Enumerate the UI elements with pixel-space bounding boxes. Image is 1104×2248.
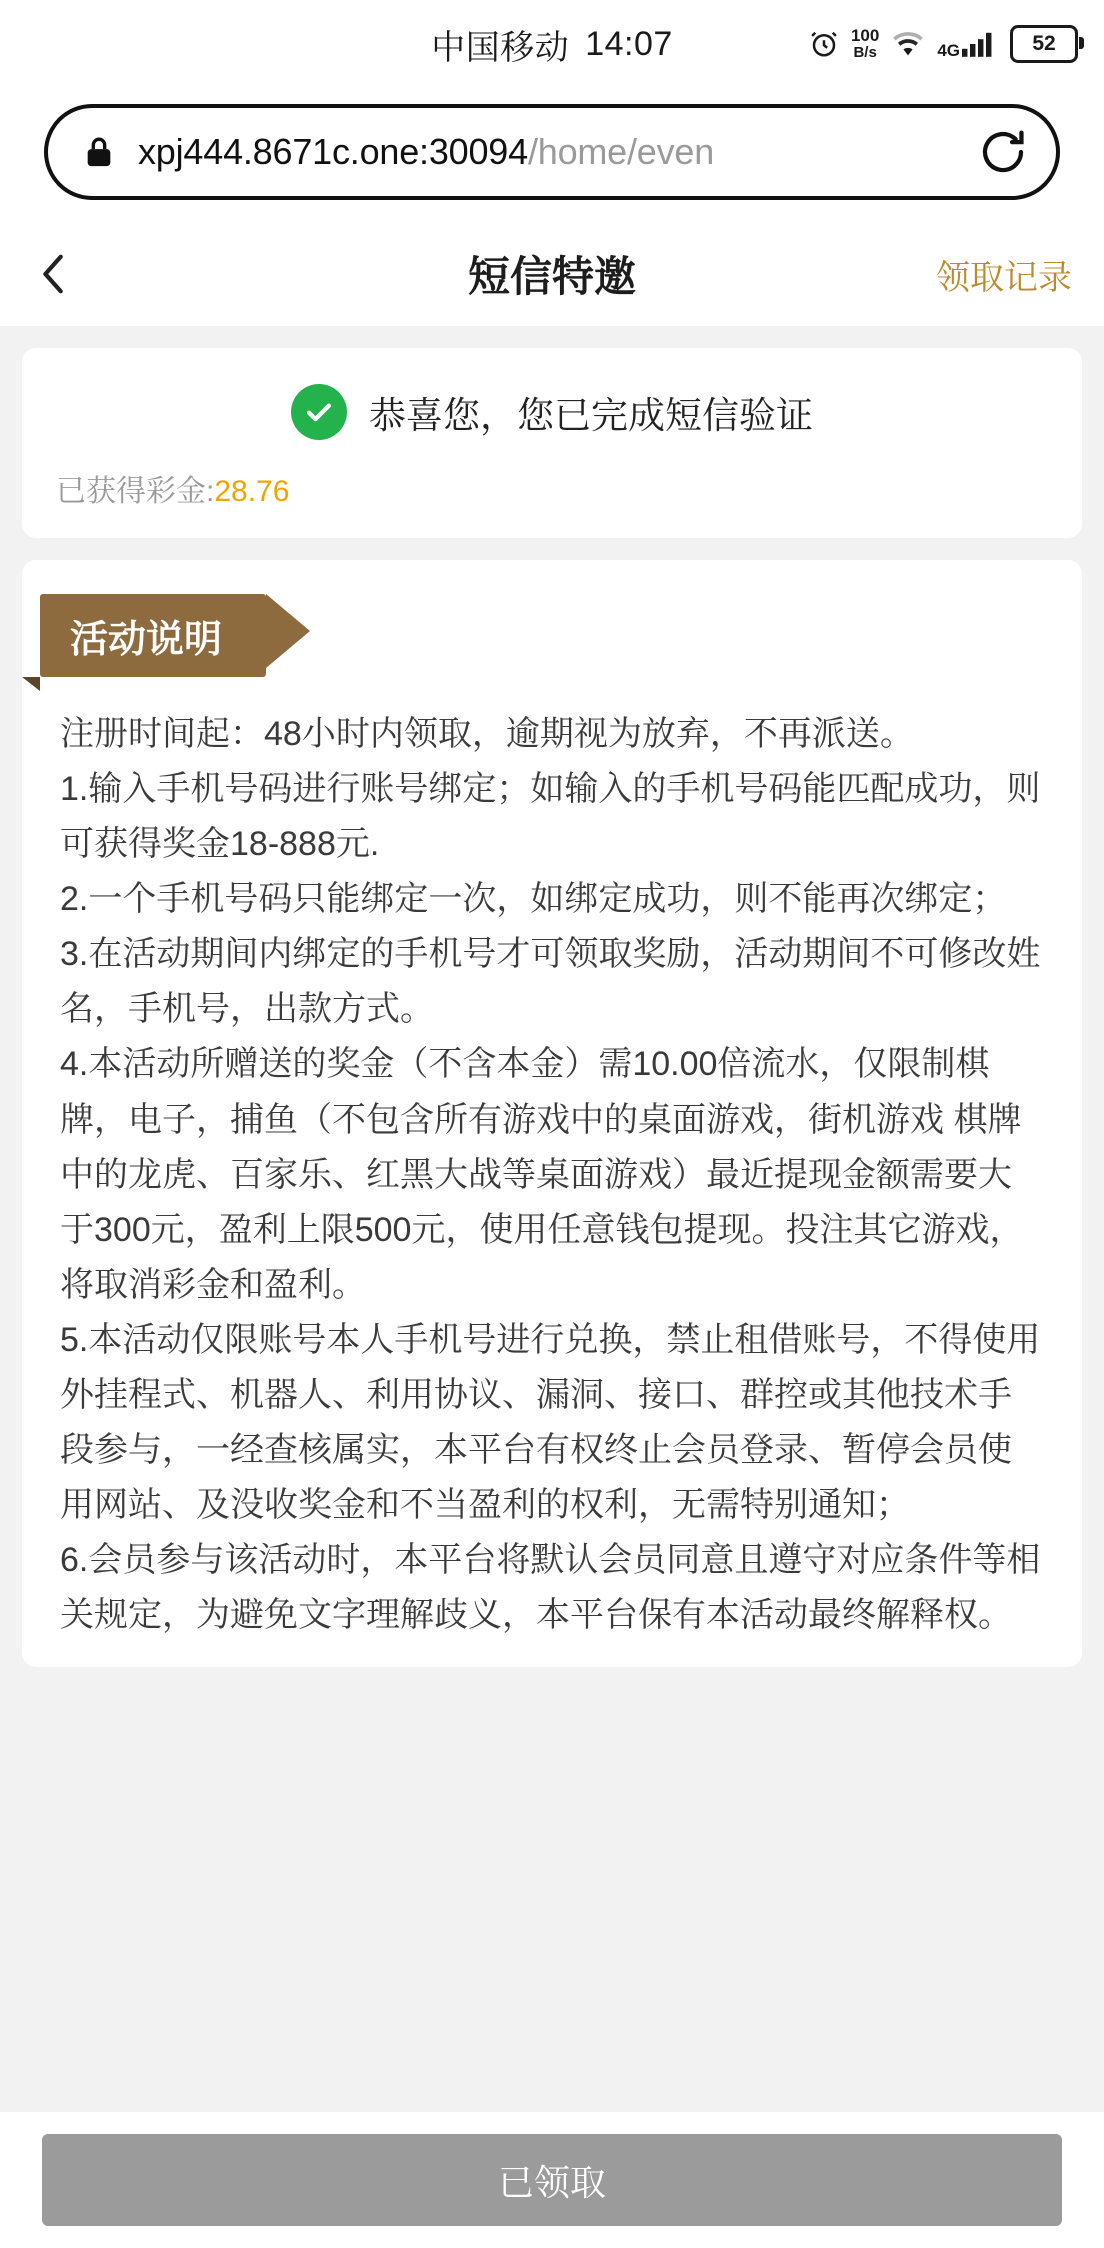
network-speed-value: 100 — [850, 26, 880, 45]
claim-record-link[interactable]: 领取记录 — [936, 258, 1072, 297]
signal-icon — [937, 30, 994, 58]
battery-level-label: 52 — [1032, 32, 1056, 55]
network-speed-unit: B/s — [853, 44, 877, 61]
success-message: 恭喜您，您已完成短信验证 — [369, 395, 813, 436]
rule-paragraph: 3.在活动期间内绑定的手机号才可领取奖励，活动期间不可修改姓名，手机号，出款方式。 — [60, 935, 1041, 1029]
page-content — [0, 326, 1104, 2246]
activity-description-ribbon: 活动说明 — [40, 594, 266, 677]
rule-paragraph: 2.一个手机号码只能绑定一次，如绑定成功，则不能再次绑定； — [60, 880, 1007, 919]
activity-description-card — [22, 560, 1082, 1667]
page-header — [0, 222, 1104, 326]
rule-paragraph: 5.本活动仅限账号本人手机号进行兑换，禁止租借账号，不得使用外挂程式、机器人、利用协议、漏洞、接口、群控或其他技术手段参与，一经查核属实，本平台有权终止会员登录、暂停会员使用网站、及没收奖金和不当盈利的权利，无需特别通知； — [60, 1320, 1041, 1525]
check-circle-icon — [291, 384, 347, 440]
browser-toolbar — [0, 88, 1104, 222]
url-path: /home/even — [527, 131, 715, 172]
success-message-row — [56, 384, 1048, 440]
clock-label: 14:07 — [585, 24, 673, 63]
network-type-label: 4G — [937, 41, 960, 60]
page-title: 短信特邀 — [467, 253, 636, 300]
url-host: xpj444.8671c.one:30094 — [138, 131, 528, 172]
rule-paragraph: 4.本活动所赠送的奖金（不含本金）需10.00倍流水，仅限制棋牌，电子，捕鱼（不包含所有游戏中的桌面游戏，街机游戏 棋牌中的龙虎、百家乐、红黑大战等桌面游戏）最近提现金额需要大于300元，盈利上限500元，使用任意钱包提现。投注其它游戏，将取消彩金和盈利。 — [60, 1045, 1024, 1304]
alarm-icon — [809, 29, 839, 59]
url-text[interactable] — [138, 131, 964, 173]
network-speed-indicator — [851, 27, 879, 61]
battery-icon — [1010, 25, 1078, 63]
rule-paragraph: 6.会员参与该活动时，本平台将默认会员同意且遵守对应条件等相关规定，为避免文字理解歧义，本平台保有本活动最终解释权。 — [60, 1541, 1041, 1635]
activity-description-body — [22, 707, 1082, 1643]
status-bar — [0, 0, 1104, 88]
bonus-label: 已获得彩金: — [56, 475, 215, 508]
status-bar-right — [809, 25, 1078, 63]
bonus-line — [56, 466, 1048, 510]
lock-icon — [82, 135, 116, 169]
carrier-label: 中国移动 — [431, 28, 570, 67]
bottom-action-bar — [0, 2112, 1104, 2248]
bonus-amount: 28.76 — [214, 475, 290, 508]
reload-icon[interactable] — [976, 125, 1030, 179]
chevron-left-icon[interactable] — [32, 252, 76, 296]
status-bar-center — [431, 20, 673, 69]
claim-button[interactable]: 已领取 — [42, 2134, 1062, 2226]
address-bar[interactable] — [44, 104, 1060, 200]
rule-paragraph: 1.输入手机号码进行账号绑定；如输入的手机号码能匹配成功，则可获得奖金18-888元. — [60, 770, 1041, 864]
wifi-icon — [891, 31, 925, 57]
rule-paragraph: 注册时间起：48小时内领取，逾期视为放弃，不再派送。 — [60, 715, 914, 753]
verification-success-card — [22, 348, 1082, 538]
